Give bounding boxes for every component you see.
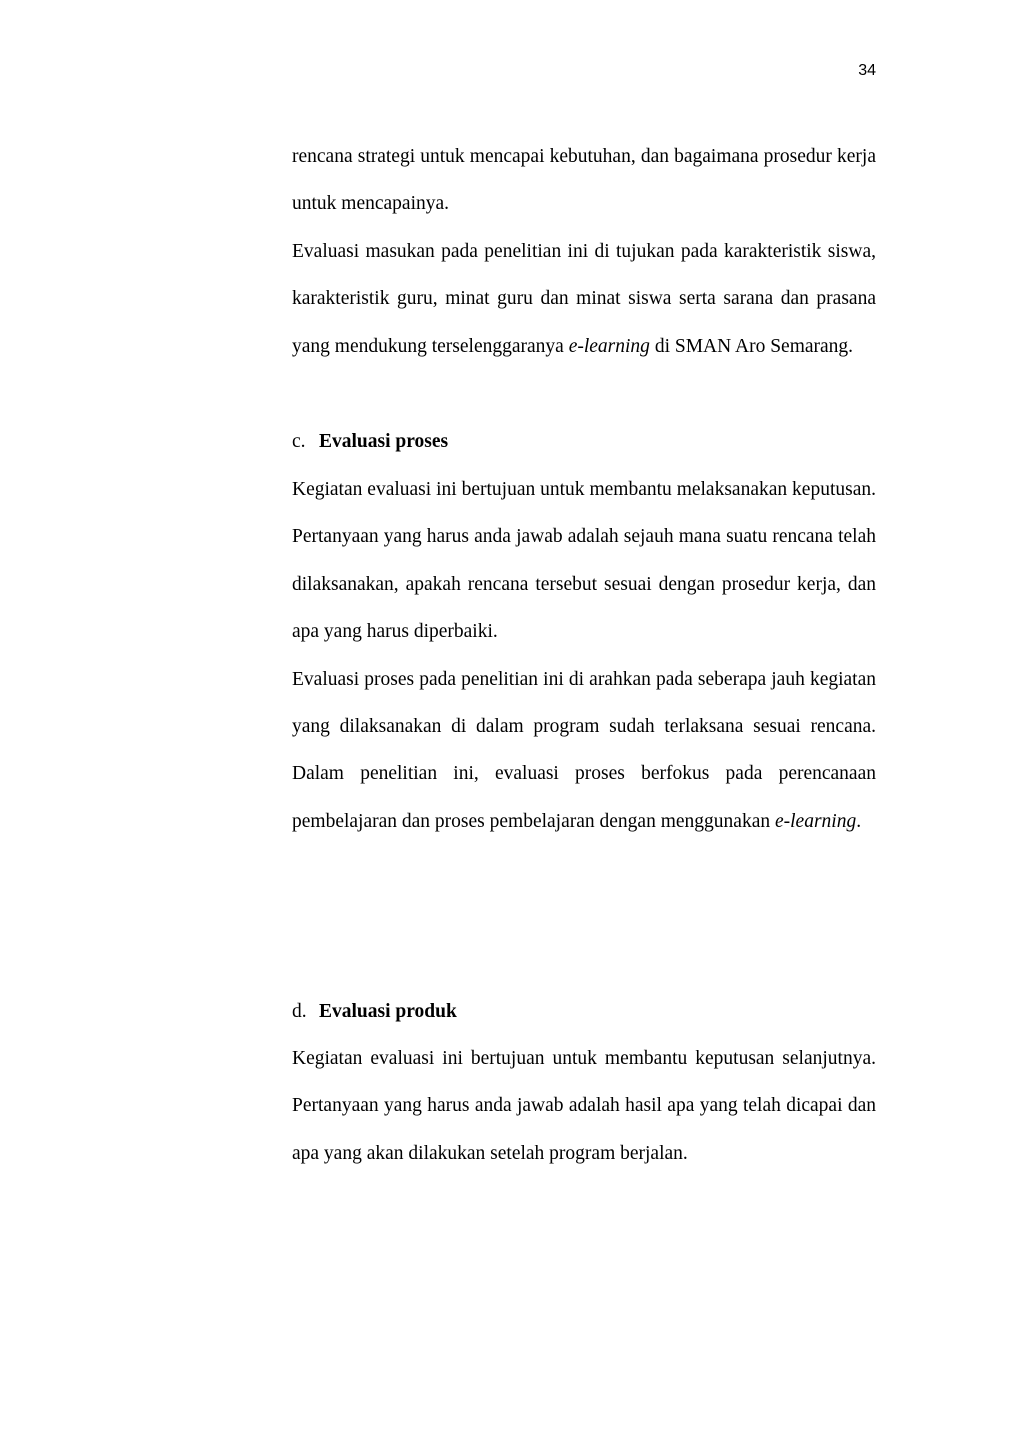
paragraph: [292, 228, 876, 370]
section-heading-c: [292, 418, 876, 465]
paragraph-text: Evaluasi masukan pada penelitian ini di tujukan pada karakteristik siswa, karakteristik guru, minat guru dan minat siswa serta sarana dan prasana yang mendukung terselenggaranya: [292, 240, 876, 357]
paragraph: Kegiatan evaluasi ini bertujuan untuk membantu keputusan selanjutnya. Pertanyaan yang harus anda jawab adalah hasil apa yang telah dicapai dan apa yang akan dilakukan setelah program berjalan.: [292, 1048, 876, 1164]
emphasis-term: e-learning: [568, 335, 650, 357]
paragraph-text: di SMAN Aro Semarang.: [649, 335, 854, 357]
paragraph: [292, 656, 876, 846]
paragraph-text: .: [856, 810, 862, 832]
section-title: Evaluasi proses: [319, 431, 449, 452]
section-letter: c.: [292, 431, 306, 452]
paragraph-text: Evaluasi proses pada penelitian ini di arahkan pada seberapa jauh kegiatan yang dilaksanakan di dalam program sudah terlaksana sesuai rencana. Dalam penelitian ini, evaluasi proses berfokus pada perencanaan pembelajaran dan proses pembelajaran dengan menggunakan: [292, 668, 876, 832]
section-title: Evaluasi produk: [319, 1001, 457, 1022]
section-heading-d: [292, 988, 876, 1035]
paragraph: Kegiatan evaluasi ini bertujuan untuk membantu melaksanakan keputusan. Pertanyaan yang harus anda jawab adalah sejauh mana suatu rencana telah dilaksanakan, apakah rencana tersebut sesuai dengan prosedur kerja, dan apa yang harus diperbaiki.: [292, 479, 876, 643]
section-c-body: [292, 466, 876, 845]
section-letter: d.: [292, 1001, 307, 1022]
page-number: 34: [858, 62, 876, 79]
section-d-body: [292, 1035, 876, 1177]
paragraph: rencana strategi untuk mencapai kebutuhan, dan bagaimana prosedur kerja untuk mencapainya.: [292, 146, 876, 215]
section-b-continued: [292, 133, 876, 370]
emphasis-term: e-learning: [774, 810, 857, 832]
